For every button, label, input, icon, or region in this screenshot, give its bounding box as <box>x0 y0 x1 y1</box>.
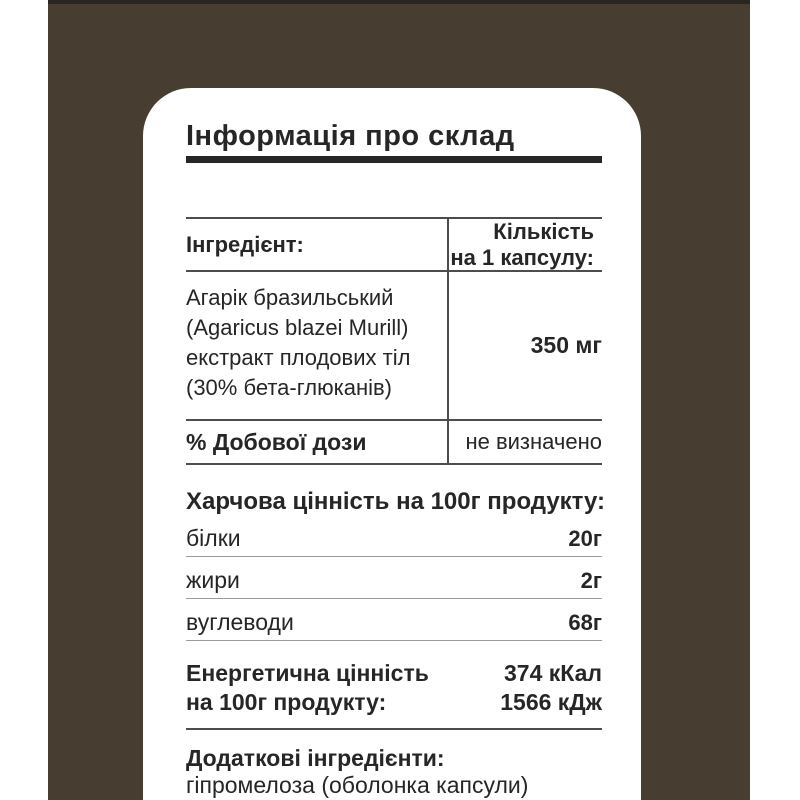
additional-ingredients-heading: Додаткові інгредієнти: <box>186 745 445 771</box>
energy-label <box>186 659 429 717</box>
header-amount-line2: на 1 капсулу: <box>450 244 594 270</box>
nutrient-value: 68г <box>568 610 602 635</box>
nutrient-label: жири <box>186 567 240 593</box>
daily-dose-label: % Добової дози <box>186 428 367 455</box>
nutrient-row-carbs <box>186 599 602 641</box>
energy-block <box>186 659 602 717</box>
ingredient-name-line3: екстракт плодових тіл <box>186 345 411 370</box>
daily-dose-value: не визначено <box>465 429 602 454</box>
energy-value-kj: 1566 кДж <box>500 689 602 715</box>
header-amount-line1: Кількість <box>493 218 594 244</box>
ingredient-name-cell <box>186 272 447 419</box>
ingredient-name-line4: (30% бета-глюканів) <box>186 375 392 400</box>
additional-ingredients-block <box>186 745 602 799</box>
energy-value <box>500 659 602 717</box>
table-header-row <box>186 219 602 272</box>
ingredient-name-line2: (Agaricus blazei Murill) <box>186 315 409 340</box>
nutrient-value: 2г <box>580 568 602 593</box>
energy-label-line1: Енергетична цінність <box>186 660 429 686</box>
nutrition-heading: Харчова цінність на 100г продукту: <box>186 488 606 515</box>
header-ingredient-cell: Інгредієнт: <box>186 231 304 257</box>
header-amount-cell <box>447 219 602 270</box>
nutrient-row-fats <box>186 557 602 599</box>
nutrient-row-proteins <box>186 515 602 557</box>
nutrient-value: 20г <box>568 526 602 551</box>
ingredient-row <box>186 272 602 421</box>
title-underline <box>186 156 602 163</box>
energy-value-kcal: 374 кКал <box>504 660 602 686</box>
ingredient-name-line1: Агарік бразильський <box>186 285 394 310</box>
top-edge-strip <box>48 0 750 4</box>
nutrient-label: вуглеводи <box>186 609 294 635</box>
composition-card <box>143 88 641 800</box>
additional-ingredients-text: гіпромелоза (оболонка капсули) <box>186 772 529 798</box>
energy-label-line2: на 100г продукту: <box>186 689 387 715</box>
ingredient-amount-value: 350 мг <box>530 332 602 358</box>
ingredient-amount-cell <box>447 272 602 419</box>
nutrient-label: білки <box>186 525 241 551</box>
energy-divider <box>186 728 602 730</box>
card-title: Інформація про склад <box>186 120 515 152</box>
daily-dose-value-cell <box>447 421 602 463</box>
composition-table <box>186 217 602 465</box>
daily-dose-row <box>186 421 602 463</box>
